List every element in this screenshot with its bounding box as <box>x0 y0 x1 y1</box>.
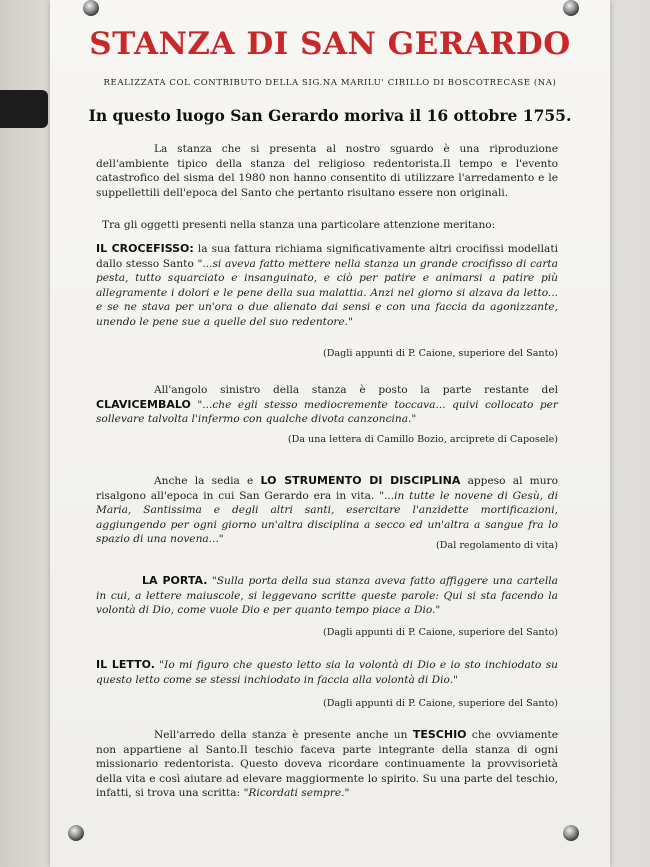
wall <box>0 0 55 867</box>
teschio-text: che ovviamente non appartiene al Santo.Il teschio faceva parte integrante della stanza di ogni missionario redentorista. Questo doveva ricordare continuamente la provvisorietà della vita e così aiutare ad elevare maggiormente lo spirito. Su una parte del teschio, infatti, si trova una scritta: <box>96 729 559 800</box>
letto-quote: "Io mi figuro che questo letto sia la volontà di Dio e io sto inchiodato su questo letto come se stessi inchiodato in faccia alla volontà di Dio." <box>96 659 558 686</box>
letto-label: IL LETTO. <box>96 658 155 671</box>
clavicembalo-quote: "...che egli stesso mediocremente toccava... quivi collocato per sollevare talvolta l'infermo con qualche divota canzoncina." <box>96 398 558 426</box>
plaque-heading: In questo luogo San Gerardo moriva il 16 ottobre 1755. <box>88 106 572 125</box>
screw-icon <box>68 825 84 841</box>
plaque-title: STANZA DI SAN GERARDO <box>89 26 571 62</box>
crocefisso-label: IL CROCEFISSO: <box>96 242 194 255</box>
porta-label: LA PORTA. <box>142 574 208 587</box>
disciplina-citation: (Dal regolamento di vita) <box>436 540 558 551</box>
crocefisso-quote: "...si aveva fatto mettere nella stanza un grande crocifisso di carta pesta, tutto squarciato e insanguinato, e ciò per patire e animarsi a patire più allegramente i dolori e le pene della sua malattia. Anzi nel giorno si alzava da letto... e se ne stava per un'ora o due alienato dai sensi e con una faccia da agonizzante, unendo le pene sue a quelle del suo redentore." <box>96 257 558 328</box>
plaque-subtitle: REALIZZATA COL CONTRIBUTO DELLA SIG.NA MARILU' CIRILLO DI BOSCOTRECASE (NA) <box>103 78 557 88</box>
disciplina-text: appeso al muro risalgono all'epoca in cui San Gerardo era in vita. <box>96 475 558 502</box>
porta-quote: "Sulla porta della sua stanza aveva fatto affiggere una cartella in cui, a lettere maiuscole, si leggevano scritte queste parole: Qui si sta facendo la volontà di Dio, come vuole Dio e per quanto tempo piace a Dio." <box>96 575 558 617</box>
teschio-paragraph <box>96 728 558 801</box>
clavicembalo-citation: (Da una lettera di Camillo Bozio, arciprete di Caposele) <box>287 434 558 445</box>
porta-citation: (Dagli appunti di P. Caione, superiore del Santo) <box>323 627 558 638</box>
wall-fixture <box>0 90 48 128</box>
intro-paragraph: La stanza che si presenta al nostro sguardo è una riproduzione dell'ambiente tipico della stanza del religioso redentorista.Il tempo e l'evento catastrofico del sisma del 1980 non hanno consentito di utilizzare l'arredamento e le suppellettili dell'epoca del Santo che pertanto risultano essere non originali. <box>96 143 558 199</box>
screw-icon <box>563 0 579 16</box>
plaque-panel <box>50 0 610 867</box>
disciplina-quote: "...in tutte le novene di Gesù, di Maria, Santissima e degli altri santi, esercitare l'anzidette mortificazioni, aggiungendo per ogni giorno un'altra disciplina a secco ed un'altra a sangue fra lo spazio di una novena..." <box>96 489 558 546</box>
letto-paragraph <box>96 658 558 687</box>
clavicembalo-paragraph <box>96 383 558 427</box>
teschio-quote: "Ricordati sempre." <box>243 787 350 800</box>
teschio-label: TESCHIO <box>412 728 467 741</box>
disciplina-label: LO STRUMENTO DI DISCIPLINA <box>260 474 461 487</box>
screw-icon <box>83 0 99 16</box>
disciplina-paragraph <box>96 474 558 547</box>
screw-icon <box>563 825 579 841</box>
clavicembalo-text: All'angolo sinistro della stanza è posto la parte restante del <box>154 384 558 396</box>
porta-paragraph <box>96 574 558 618</box>
crocefisso-text: la sua fattura richiama significativamente altri crocifissi modellati dallo stesso Santo <box>96 243 558 270</box>
crocefisso-paragraph <box>96 242 558 330</box>
letto-citation: (Dagli appunti di P. Caione, superiore del Santo) <box>323 698 558 709</box>
crocefisso-citation: (Dagli appunti di P. Caione, superiore del Santo) <box>323 348 558 359</box>
teschio-pre: Nell'arredo della stanza è presente anche un <box>154 729 413 741</box>
disciplina-pre: Anche la sedia e <box>154 475 261 487</box>
clavicembalo-label: CLAVICEMBALO <box>96 397 191 411</box>
intro-line: Tra gli oggetti presenti nella stanza una particolare attenzione meritano: <box>102 219 496 231</box>
